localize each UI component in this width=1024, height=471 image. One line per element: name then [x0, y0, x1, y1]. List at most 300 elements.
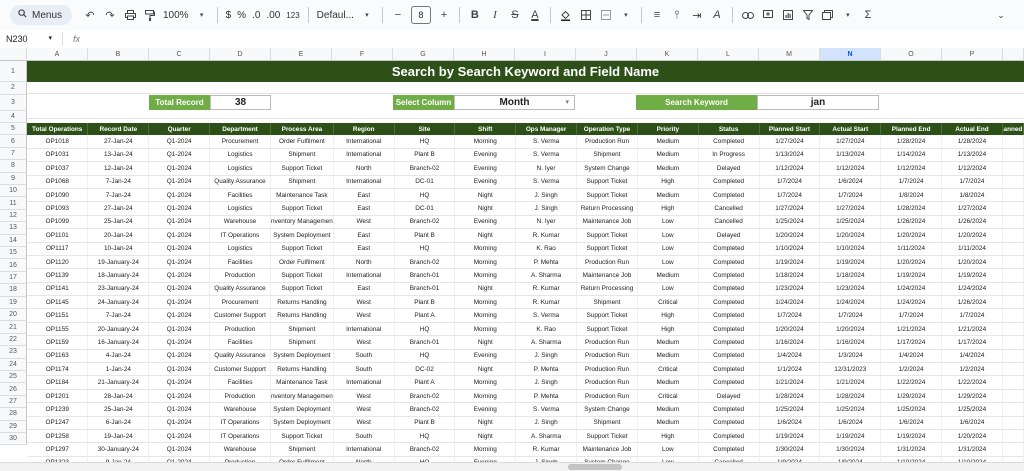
table-cell[interactable]: Night — [455, 416, 516, 429]
table-cell[interactable]: Night — [455, 202, 516, 215]
column-header-n[interactable]: N — [820, 48, 881, 61]
table-cell[interactable]: Delayed — [698, 389, 759, 402]
merge-cells-icon[interactable] — [597, 6, 615, 24]
table-cell[interactable]: 4-Jan-24 — [88, 349, 149, 362]
table-cell[interactable]: Completed — [698, 188, 759, 201]
row-header[interactable]: 12 — [0, 210, 27, 222]
column-header-f[interactable]: F — [332, 48, 393, 61]
table-cell[interactable] — [1002, 135, 1023, 148]
table-cell[interactable]: System Change — [577, 403, 638, 416]
table-cell[interactable]: 12/31/2023 — [820, 363, 881, 376]
table-row[interactable] — [27, 349, 1024, 362]
table-cell[interactable]: Q1-2024 — [149, 135, 210, 148]
table-cell[interactable]: West — [333, 296, 394, 309]
table-cell[interactable]: Branch-01 — [394, 282, 455, 295]
table-cell[interactable] — [1002, 349, 1023, 362]
table-cell[interactable]: R. Kumar — [516, 296, 577, 309]
table-row[interactable] — [27, 229, 1024, 242]
table-cell[interactable]: Evening — [455, 349, 516, 362]
table-cell[interactable]: 1/20/2024 — [759, 322, 820, 335]
table-cell[interactable]: International — [333, 135, 394, 148]
table-cell[interactable]: 1/24/2024 — [881, 282, 942, 295]
table-cell[interactable]: R. Kumar — [516, 443, 577, 456]
row-header[interactable]: 25 — [0, 371, 27, 383]
column-header-l[interactable]: L — [698, 48, 759, 61]
table-cell[interactable]: International — [333, 322, 394, 335]
row-header[interactable]: 28 — [0, 408, 27, 420]
table-row[interactable] — [27, 148, 1024, 161]
table-cell[interactable] — [1002, 255, 1023, 268]
table-cell[interactable]: Plant B — [394, 229, 455, 242]
table-cell[interactable]: Production Run — [577, 255, 638, 268]
table-cell[interactable]: Medium — [637, 403, 698, 416]
table-cell[interactable] — [1002, 403, 1023, 416]
table-cell[interactable]: Support Ticket — [270, 282, 333, 295]
bold-button[interactable]: B — [470, 9, 479, 21]
table-cell[interactable]: OP1239 — [27, 403, 88, 416]
table-cell[interactable]: DC-02 — [394, 363, 455, 376]
table-row[interactable] — [27, 255, 1024, 268]
row-header[interactable]: 11 — [0, 197, 27, 209]
table-cell[interactable]: Night — [455, 282, 516, 295]
table-cell[interactable]: Night — [455, 229, 516, 242]
table-cell[interactable]: Warehouse — [210, 403, 271, 416]
table-cell[interactable]: 1/20/2024 — [820, 229, 881, 242]
redo-icon[interactable]: ↷ — [105, 9, 115, 22]
table-cell[interactable]: Procurement — [210, 296, 271, 309]
table-cell[interactable]: 1/7/2024 — [820, 309, 881, 322]
table-row[interactable] — [27, 215, 1024, 228]
table-cell[interactable]: West — [333, 215, 394, 228]
table-cell[interactable]: Completed — [698, 269, 759, 282]
table-cell[interactable]: 1/19/2024 — [820, 255, 881, 268]
table-cell[interactable]: Completed — [698, 443, 759, 456]
table-cell[interactable]: 1/4/2024 — [881, 349, 942, 362]
table-cell[interactable]: 1/19/2024 — [942, 269, 1003, 282]
table-cell[interactable]: 1/27/2024 — [759, 202, 820, 215]
table-cell[interactable]: 1/1/2024 — [759, 363, 820, 376]
table-cell[interactable]: 1/25/2024 — [820, 215, 881, 228]
table-cell[interactable]: OP1031 — [27, 148, 88, 161]
table-cell[interactable]: Branch-02 — [394, 389, 455, 402]
table-row[interactable] — [27, 282, 1024, 295]
table-cell[interactable]: K. Rao — [516, 242, 577, 255]
table-cell[interactable]: Q1-2024 — [149, 148, 210, 161]
table-cell[interactable]: 1/7/2024 — [881, 309, 942, 322]
table-cell[interactable]: Medium — [637, 188, 698, 201]
table-cell[interactable]: Morning — [455, 296, 516, 309]
table-cell[interactable]: HQ — [394, 429, 455, 442]
table-cell[interactable]: Q1-2024 — [149, 215, 210, 228]
table-cell[interactable]: 1/8/2024 — [881, 188, 942, 201]
table-cell[interactable]: High — [637, 175, 698, 188]
table-cell[interactable]: Support Ticket — [577, 188, 638, 201]
vertical-align-icon[interactable]: ⫯ — [674, 8, 680, 21]
table-cell[interactable]: Q1-2024 — [149, 429, 210, 442]
row-header[interactable]: 3 — [0, 95, 27, 111]
table-cell[interactable]: Facilities — [210, 188, 271, 201]
table-cell[interactable]: 1/2/2024 — [881, 363, 942, 376]
filter-icon[interactable] — [799, 6, 817, 24]
table-cell[interactable]: Production Run — [577, 336, 638, 349]
table-cell[interactable]: A. Sharma — [516, 269, 577, 282]
table-cell[interactable]: 27-Jan-24 — [88, 202, 149, 215]
table-cell[interactable]: OP1117 — [27, 242, 88, 255]
table-cell[interactable]: 21-January-24 — [88, 376, 149, 389]
table-cell[interactable]: HQ — [394, 188, 455, 201]
table-cell[interactable]: 1/20/2024 — [820, 322, 881, 335]
table-cell[interactable]: High — [637, 322, 698, 335]
table-cell[interactable]: Maintenance Job — [577, 443, 638, 456]
table-cell[interactable]: 7-Jan-24 — [88, 188, 149, 201]
table-cell[interactable]: 1/24/2024 — [881, 296, 942, 309]
table-cell[interactable]: West — [333, 309, 394, 322]
table-cell[interactable]: Plant A — [394, 376, 455, 389]
table-cell[interactable]: East — [333, 188, 394, 201]
table-cell[interactable]: Warehouse — [210, 443, 271, 456]
table-cell[interactable]: 1/26/2024 — [942, 296, 1003, 309]
table-cell[interactable]: Low — [637, 242, 698, 255]
table-cell[interactable]: International — [333, 148, 394, 161]
table-cell[interactable]: 1/4/2024 — [759, 349, 820, 362]
table-cell[interactable]: 1/20/2024 — [881, 255, 942, 268]
table-cell[interactable]: International — [333, 376, 394, 389]
table-cell[interactable]: Customer Support — [210, 309, 271, 322]
table-cell[interactable]: Low — [637, 443, 698, 456]
horizontal-align-icon[interactable]: ≡ — [653, 9, 661, 21]
column-header-b[interactable]: B — [88, 48, 149, 61]
table-cell[interactable]: 1/22/2024 — [881, 376, 942, 389]
table-cell[interactable]: P. Mehta — [516, 255, 577, 268]
table-cell[interactable]: HQ — [394, 349, 455, 362]
table-cell[interactable]: Medium — [637, 376, 698, 389]
table-cell[interactable]: 1/3/2024 — [820, 349, 881, 362]
table-cell[interactable]: 1/24/2024 — [942, 282, 1003, 295]
row-header[interactable]: 8 — [0, 160, 27, 172]
table-cell[interactable]: S. Verma — [516, 309, 577, 322]
table-cell[interactable] — [1002, 363, 1023, 376]
table-cell[interactable]: Support Ticket — [270, 269, 333, 282]
table-cell[interactable]: Branch-01 — [394, 269, 455, 282]
filter-views-icon[interactable] — [819, 6, 837, 24]
table-cell[interactable]: 1/6/2024 — [759, 416, 820, 429]
table-cell[interactable]: East — [333, 229, 394, 242]
table-cell[interactable]: 1/13/2024 — [820, 148, 881, 161]
table-cell[interactable]: 1/29/2024 — [942, 389, 1003, 402]
table-cell[interactable]: Branch-02 — [394, 403, 455, 416]
table-cell[interactable]: Production Run — [577, 363, 638, 376]
table-cell[interactable]: Support Ticket — [270, 202, 333, 215]
table-cell[interactable]: Low — [637, 229, 698, 242]
column-header-e[interactable]: E — [271, 48, 332, 61]
table-cell[interactable]: South — [333, 349, 394, 362]
table-cell[interactable]: 1/7/2024 — [881, 175, 942, 188]
table-cell[interactable]: Customer Support — [210, 363, 271, 376]
table-cell[interactable]: 1/20/2024 — [942, 255, 1003, 268]
table-cell[interactable]: System Change — [577, 162, 638, 175]
table-cell[interactable]: 1/12/2024 — [820, 162, 881, 175]
table-cell[interactable]: OP1151 — [27, 309, 88, 322]
table-cell[interactable]: 1/18/2024 — [820, 269, 881, 282]
table-cell[interactable]: Evening — [455, 403, 516, 416]
table-cell[interactable]: Q1-2024 — [149, 188, 210, 201]
table-cell[interactable]: 1/4/2024 — [942, 349, 1003, 362]
table-cell[interactable]: Production Run — [577, 349, 638, 362]
table-cell[interactable]: 10-Jan-24 — [88, 242, 149, 255]
table-cell[interactable] — [1002, 242, 1023, 255]
table-cell[interactable]: 1/30/2024 — [759, 443, 820, 456]
table-cell[interactable]: 1/6/2024 — [820, 416, 881, 429]
row-header[interactable]: 7 — [0, 148, 27, 160]
table-cell[interactable]: 1/19/2024 — [881, 269, 942, 282]
row-header[interactable]: 5 — [0, 123, 27, 135]
table-cell[interactable]: Evening — [455, 148, 516, 161]
table-cell[interactable]: Morning — [455, 269, 516, 282]
table-cell[interactable]: Medium — [637, 416, 698, 429]
table-cell[interactable]: Branch-01 — [394, 336, 455, 349]
paint-format-icon[interactable] — [141, 6, 159, 24]
table-cell[interactable]: Completed — [698, 309, 759, 322]
row-header[interactable]: 21 — [0, 321, 27, 333]
table-cell[interactable]: Q1-2024 — [149, 349, 210, 362]
table-cell[interactable]: Low — [637, 215, 698, 228]
table-cell[interactable]: 1/16/2024 — [759, 336, 820, 349]
table-cell[interactable]: Maintenance Job — [577, 269, 638, 282]
table-cell[interactable]: Quality Assurance — [210, 282, 271, 295]
table-cell[interactable]: 1/29/2024 — [881, 389, 942, 402]
table-row[interactable] — [27, 403, 1024, 416]
table-cell[interactable]: Evening — [455, 162, 516, 175]
table-cell[interactable]: 1/28/2024 — [942, 135, 1003, 148]
table-cell[interactable]: Plant A — [394, 309, 455, 322]
table-cell[interactable]: 1/27/2024 — [820, 135, 881, 148]
table-cell[interactable]: System Deployment — [270, 403, 333, 416]
text-color-button[interactable]: A — [531, 9, 539, 21]
table-cell[interactable]: Facilities — [210, 255, 271, 268]
table-cell[interactable]: Completed — [698, 135, 759, 148]
table-cell[interactable]: Shipment — [270, 175, 333, 188]
row-header[interactable]: 2 — [0, 82, 27, 95]
table-cell[interactable]: 1/11/2024 — [942, 242, 1003, 255]
table-cell[interactable]: Returns Handling — [270, 363, 333, 376]
table-cell[interactable]: Critical — [637, 389, 698, 402]
table-cell[interactable]: 1/24/2024 — [820, 296, 881, 309]
italic-button[interactable]: I — [493, 9, 497, 21]
table-cell[interactable]: 1/20/2024 — [942, 429, 1003, 442]
table-cell[interactable]: 1/6/2024 — [942, 416, 1003, 429]
table-cell[interactable]: R. Kumar — [516, 229, 577, 242]
table-cell[interactable]: 1/25/2024 — [759, 403, 820, 416]
table-cell[interactable]: OP1068 — [27, 175, 88, 188]
table-cell[interactable]: OP1163 — [27, 349, 88, 362]
link-icon[interactable] — [739, 6, 757, 24]
table-cell[interactable]: Q1-2024 — [149, 269, 210, 282]
table-cell[interactable]: 1/10/2024 — [759, 242, 820, 255]
row-header[interactable]: 17 — [0, 272, 27, 284]
table-cell[interactable]: 19-January-24 — [88, 255, 149, 268]
table-row[interactable] — [27, 296, 1024, 309]
row-header[interactable]: 27 — [0, 396, 27, 408]
table-cell[interactable]: Logistics — [210, 202, 271, 215]
table-cell[interactable]: East — [333, 202, 394, 215]
table-cell[interactable]: 18-January-24 — [88, 269, 149, 282]
row-header[interactable]: 29 — [0, 421, 27, 433]
table-cell[interactable]: Shipment — [270, 443, 333, 456]
table-cell[interactable]: 24-January-24 — [88, 296, 149, 309]
table-cell[interactable]: Branch-02 — [394, 215, 455, 228]
table-cell[interactable]: 1/25/2024 — [942, 403, 1003, 416]
column-header-p[interactable]: P — [942, 48, 1003, 61]
table-cell[interactable]: Production — [210, 322, 271, 335]
table-cell[interactable]: Plant B — [394, 148, 455, 161]
table-row[interactable] — [27, 322, 1024, 335]
table-cell[interactable]: Completed — [698, 322, 759, 335]
table-cell[interactable]: 30-January-24 — [88, 443, 149, 456]
table-cell[interactable]: Production Run — [577, 135, 638, 148]
table-cell[interactable]: Critical — [637, 296, 698, 309]
row-header[interactable]: 23 — [0, 346, 27, 358]
table-cell[interactable]: OP1258 — [27, 429, 88, 442]
table-row[interactable] — [27, 376, 1024, 389]
table-cell[interactable]: Q1-2024 — [149, 309, 210, 322]
table-cell[interactable]: Plant B — [394, 296, 455, 309]
table-cell[interactable]: 16-January-24 — [88, 336, 149, 349]
table-cell[interactable]: J. Singh — [516, 188, 577, 201]
table-cell[interactable]: Shipment — [270, 336, 333, 349]
table-cell[interactable]: Q1-2024 — [149, 322, 210, 335]
table-cell[interactable]: OP1139 — [27, 269, 88, 282]
row-header[interactable]: 22 — [0, 334, 27, 346]
table-cell[interactable]: 13-Jan-24 — [88, 148, 149, 161]
table-cell[interactable] — [1002, 416, 1023, 429]
table-cell[interactable]: High — [637, 202, 698, 215]
table-cell[interactable]: 1/16/2024 — [820, 336, 881, 349]
table-cell[interactable]: 1/12/2024 — [942, 162, 1003, 175]
table-cell[interactable]: 1/19/2024 — [881, 429, 942, 442]
table-cell[interactable]: Completed — [698, 255, 759, 268]
table-cell[interactable]: OP1297 — [27, 443, 88, 456]
table-cell[interactable]: 1/19/2024 — [759, 255, 820, 268]
table-cell[interactable]: Return Processing — [577, 282, 638, 295]
row-header[interactable]: 18 — [0, 284, 27, 296]
table-cell[interactable]: 12-Jan-24 — [88, 162, 149, 175]
table-cell[interactable]: 1/14/2024 — [881, 148, 942, 161]
table-cell[interactable]: International — [333, 175, 394, 188]
column-header-c[interactable]: C — [149, 48, 210, 61]
table-cell[interactable]: 1/13/2024 — [942, 148, 1003, 161]
table-cell[interactable]: Night — [455, 336, 516, 349]
table-cell[interactable]: N. Iyer — [516, 162, 577, 175]
table-cell[interactable]: Completed — [698, 242, 759, 255]
table-cell[interactable]: North — [333, 255, 394, 268]
zoom-select[interactable]: 100% — [163, 9, 189, 21]
table-cell[interactable]: Return Processing — [577, 202, 638, 215]
table-row[interactable] — [27, 309, 1024, 322]
table-cell[interactable]: Q1-2024 — [149, 282, 210, 295]
font-size-input[interactable]: 8 — [411, 6, 431, 24]
table-cell[interactable] — [1002, 309, 1023, 322]
table-cell[interactable]: Returns Handling — [270, 309, 333, 322]
table-cell[interactable]: Medium — [637, 349, 698, 362]
table-cell[interactable]: 1/31/2024 — [881, 443, 942, 456]
table-cell[interactable]: Shipment — [577, 416, 638, 429]
table-cell[interactable]: Procurement — [210, 135, 271, 148]
table-cell[interactable]: J. Singh — [516, 349, 577, 362]
table-cell[interactable]: Q1-2024 — [149, 242, 210, 255]
table-cell[interactable]: 1/21/2024 — [759, 376, 820, 389]
table-cell[interactable]: South — [333, 429, 394, 442]
row-header[interactable]: 16 — [0, 259, 27, 271]
horizontal-scrollbar[interactable] — [0, 462, 1024, 471]
table-cell[interactable]: Logistics — [210, 148, 271, 161]
percent-format-button[interactable]: % — [237, 9, 247, 21]
table-cell[interactable] — [1002, 376, 1023, 389]
table-row[interactable] — [27, 242, 1024, 255]
table-cell[interactable]: J. Singh — [516, 416, 577, 429]
table-cell[interactable]: Branch-02 — [394, 255, 455, 268]
table-cell[interactable]: 1/21/2024 — [881, 322, 942, 335]
table-cell[interactable]: Medium — [637, 336, 698, 349]
table-cell[interactable]: 1/6/2024 — [881, 416, 942, 429]
table-cell[interactable]: Night — [455, 188, 516, 201]
table-cell[interactable]: OP1090 — [27, 188, 88, 201]
table-cell[interactable]: 7-Jan-24 — [88, 309, 149, 322]
row-header[interactable]: 14 — [0, 235, 27, 247]
table-cell[interactable]: Production — [210, 389, 271, 402]
table-cell[interactable] — [1002, 215, 1023, 228]
table-cell[interactable]: East — [333, 282, 394, 295]
table-cell[interactable]: OP1145 — [27, 296, 88, 309]
table-cell[interactable]: 20-Jan-24 — [88, 229, 149, 242]
table-cell[interactable]: 1/7/2024 — [759, 188, 820, 201]
row-header[interactable]: 10 — [0, 185, 27, 197]
table-cell[interactable]: Q1-2024 — [149, 403, 210, 416]
table-cell[interactable]: West — [333, 403, 394, 416]
table-cell[interactable]: K. Rao — [516, 322, 577, 335]
table-cell[interactable]: Logistics — [210, 242, 271, 255]
table-cell[interactable]: P. Mehta — [516, 389, 577, 402]
table-cell[interactable]: 1/20/2024 — [942, 229, 1003, 242]
table-cell[interactable]: 1/27/2024 — [820, 202, 881, 215]
table-cell[interactable]: 1/23/2024 — [759, 282, 820, 295]
table-cell[interactable] — [1002, 282, 1023, 295]
table-cell[interactable]: Q1-2024 — [149, 336, 210, 349]
table-cell[interactable]: 1/7/2024 — [759, 309, 820, 322]
menus-search[interactable] — [10, 5, 72, 25]
table-cell[interactable]: OP1141 — [27, 282, 88, 295]
select-column-dropdown[interactable] — [454, 95, 575, 110]
table-cell[interactable]: A. Sharma — [516, 336, 577, 349]
print-icon[interactable] — [121, 6, 139, 24]
name-box[interactable] — [0, 34, 58, 44]
table-cell[interactable]: 1/26/2024 — [942, 215, 1003, 228]
row-header[interactable]: 15 — [0, 247, 27, 259]
table-cell[interactable] — [1002, 296, 1023, 309]
table-cell[interactable]: Low — [637, 282, 698, 295]
table-cell[interactable]: Morning — [455, 255, 516, 268]
table-cell[interactable]: Support Ticket — [270, 429, 333, 442]
table-cell[interactable]: 7-Jan-24 — [88, 175, 149, 188]
table-row[interactable] — [27, 336, 1024, 349]
table-cell[interactable]: nventory Managemen — [270, 215, 333, 228]
table-cell[interactable]: 1/21/2024 — [942, 322, 1003, 335]
table-cell[interactable]: Completed — [698, 363, 759, 376]
column-header-partial[interactable] — [1003, 48, 1024, 61]
table-cell[interactable]: West — [333, 336, 394, 349]
table-cell[interactable]: S. Verma — [516, 135, 577, 148]
table-cell[interactable]: Production Run — [577, 389, 638, 402]
table-cell[interactable]: Evening — [455, 175, 516, 188]
